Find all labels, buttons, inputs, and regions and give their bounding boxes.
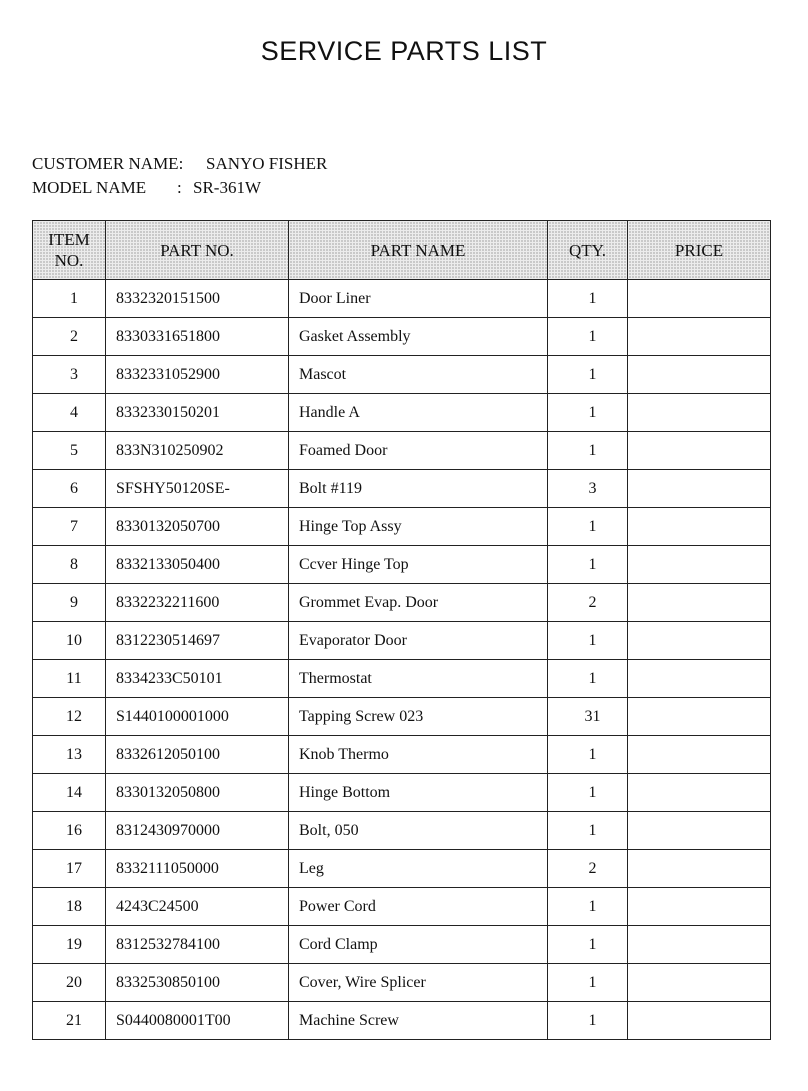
item-number-cell: 10 xyxy=(33,622,106,660)
column-header-part-name: PART NAME xyxy=(289,221,548,280)
part-name-cell: Knob Thermo xyxy=(289,736,548,774)
table-row xyxy=(33,850,771,888)
part-number-cell: 8330132050700 xyxy=(106,508,289,546)
column-header-price: PRICE xyxy=(628,221,771,280)
quantity-cell: 1 xyxy=(548,546,628,584)
page-title: SERVICE PARTS LIST xyxy=(260,36,548,66)
column-header-item-line2: NO. xyxy=(54,251,84,270)
quantity-cell: 1 xyxy=(548,774,628,812)
part-number-cell: 8332530850100 xyxy=(106,964,289,1002)
price-cell xyxy=(628,508,771,546)
part-number-cell: 8332111050000 xyxy=(106,850,289,888)
table-header-row xyxy=(33,221,771,280)
item-number-cell: 17 xyxy=(33,850,106,888)
table-row xyxy=(33,356,771,394)
item-number-cell: 18 xyxy=(33,888,106,926)
customer-name-value: SANYO FISHER xyxy=(206,154,328,173)
price-cell xyxy=(628,698,771,736)
price-cell xyxy=(628,774,771,812)
part-name-cell: Cover, Wire Splicer xyxy=(289,964,548,1002)
table-row xyxy=(33,546,771,584)
part-name-cell: Bolt, 050 xyxy=(289,812,548,850)
item-number-cell: 1 xyxy=(33,280,106,318)
part-name-cell: Door Liner xyxy=(289,280,548,318)
quantity-cell: 1 xyxy=(548,432,628,470)
price-cell xyxy=(628,1002,771,1040)
price-cell xyxy=(628,812,771,850)
document-meta xyxy=(32,152,327,200)
price-cell xyxy=(628,546,771,584)
part-name-cell: Mascot xyxy=(289,356,548,394)
table-row xyxy=(33,584,771,622)
price-cell xyxy=(628,470,771,508)
quantity-cell: 1 xyxy=(548,280,628,318)
table-row xyxy=(33,774,771,812)
part-name-cell: Machine Screw xyxy=(289,1002,548,1040)
price-cell xyxy=(628,622,771,660)
quantity-cell: 1 xyxy=(548,394,628,432)
table-row xyxy=(33,508,771,546)
item-number-cell: 16 xyxy=(33,812,106,850)
part-name-cell: Bolt #119 xyxy=(289,470,548,508)
item-number-cell: 12 xyxy=(33,698,106,736)
part-name-cell: Tapping Screw 023 xyxy=(289,698,548,736)
quantity-cell: 2 xyxy=(548,584,628,622)
table-row xyxy=(33,394,771,432)
item-number-cell: 3 xyxy=(33,356,106,394)
part-name-cell: Leg xyxy=(289,850,548,888)
part-number-cell: 8332331052900 xyxy=(106,356,289,394)
price-cell xyxy=(628,926,771,964)
price-cell xyxy=(628,660,771,698)
part-name-cell: Thermostat xyxy=(289,660,548,698)
quantity-cell: 2 xyxy=(548,850,628,888)
parts-table-body xyxy=(33,280,771,1040)
model-name-separator: : xyxy=(177,178,182,197)
column-header-part-no: PART NO. xyxy=(106,221,289,280)
item-number-cell: 4 xyxy=(33,394,106,432)
quantity-cell: 1 xyxy=(548,1002,628,1040)
table-row xyxy=(33,698,771,736)
part-name-cell: Grommet Evap. Door xyxy=(289,584,548,622)
item-number-cell: 21 xyxy=(33,1002,106,1040)
table-row xyxy=(33,622,771,660)
table-row xyxy=(33,964,771,1002)
part-number-cell: 4243C24500 xyxy=(106,888,289,926)
column-header-item-line1: ITEM xyxy=(48,230,90,249)
item-number-cell: 2 xyxy=(33,318,106,356)
part-number-cell: 8332133050400 xyxy=(106,546,289,584)
part-number-cell: 8332612050100 xyxy=(106,736,289,774)
price-cell xyxy=(628,394,771,432)
table-row xyxy=(33,660,771,698)
part-name-cell: Hinge Bottom xyxy=(289,774,548,812)
item-number-cell: 9 xyxy=(33,584,106,622)
table-row xyxy=(33,1002,771,1040)
table-row xyxy=(33,926,771,964)
part-number-cell: 8312430970000 xyxy=(106,812,289,850)
price-cell xyxy=(628,432,771,470)
item-number-cell: 11 xyxy=(33,660,106,698)
customer-name-row xyxy=(32,152,327,176)
quantity-cell: 1 xyxy=(548,926,628,964)
model-name-label: MODEL NAME xyxy=(32,178,147,197)
part-number-cell: S1440100001000 xyxy=(106,698,289,736)
column-header-qty: QTY. xyxy=(548,221,628,280)
price-cell xyxy=(628,888,771,926)
part-number-cell: S0440080001T00 xyxy=(106,1002,289,1040)
part-name-cell: Ccver Hinge Top xyxy=(289,546,548,584)
parts-table xyxy=(32,220,771,1040)
quantity-cell: 1 xyxy=(548,736,628,774)
price-cell xyxy=(628,356,771,394)
part-number-cell: 833N310250902 xyxy=(106,432,289,470)
part-name-cell: Gasket Assembly xyxy=(289,318,548,356)
part-number-cell: 8312532784100 xyxy=(106,926,289,964)
table-row xyxy=(33,432,771,470)
part-name-cell: Handle A xyxy=(289,394,548,432)
part-number-cell: 8332330150201 xyxy=(106,394,289,432)
quantity-cell: 1 xyxy=(548,508,628,546)
item-number-cell: 7 xyxy=(33,508,106,546)
quantity-cell: 1 xyxy=(548,888,628,926)
table-row xyxy=(33,812,771,850)
item-number-cell: 6 xyxy=(33,470,106,508)
part-name-cell: Cord Clamp xyxy=(289,926,548,964)
quantity-cell: 1 xyxy=(548,964,628,1002)
quantity-cell: 1 xyxy=(548,318,628,356)
model-name-value: SR-361W xyxy=(193,178,261,197)
column-header-item-no xyxy=(33,221,106,280)
part-number-cell: 8332320151500 xyxy=(106,280,289,318)
table-row xyxy=(33,888,771,926)
item-number-cell: 19 xyxy=(33,926,106,964)
quantity-cell: 1 xyxy=(548,622,628,660)
quantity-cell: 3 xyxy=(548,470,628,508)
price-cell xyxy=(628,280,771,318)
price-cell xyxy=(628,584,771,622)
price-cell xyxy=(628,850,771,888)
part-number-cell: 8312230514697 xyxy=(106,622,289,660)
customer-name-label: CUSTOMER NAME: xyxy=(32,154,184,173)
quantity-cell: 1 xyxy=(548,812,628,850)
part-name-cell: Power Cord xyxy=(289,888,548,926)
item-number-cell: 13 xyxy=(33,736,106,774)
item-number-cell: 8 xyxy=(33,546,106,584)
item-number-cell: 5 xyxy=(33,432,106,470)
item-number-cell: 20 xyxy=(33,964,106,1002)
part-name-cell: Hinge Top Assy xyxy=(289,508,548,546)
part-name-cell: Foamed Door xyxy=(289,432,548,470)
price-cell xyxy=(628,964,771,1002)
quantity-cell: 1 xyxy=(548,356,628,394)
table-row xyxy=(33,470,771,508)
table-row xyxy=(33,736,771,774)
item-number-cell: 14 xyxy=(33,774,106,812)
part-number-cell: SFSHY50120SE- xyxy=(106,470,289,508)
quantity-cell: 31 xyxy=(548,698,628,736)
quantity-cell: 1 xyxy=(548,660,628,698)
part-number-cell: 8332232211600 xyxy=(106,584,289,622)
model-name-row xyxy=(32,176,327,200)
part-number-cell: 8330132050800 xyxy=(106,774,289,812)
price-cell xyxy=(628,318,771,356)
table-row xyxy=(33,280,771,318)
table-row xyxy=(33,318,771,356)
price-cell xyxy=(628,736,771,774)
part-name-cell: Evaporator Door xyxy=(289,622,548,660)
part-number-cell: 8330331651800 xyxy=(106,318,289,356)
part-number-cell: 8334233C50101 xyxy=(106,660,289,698)
